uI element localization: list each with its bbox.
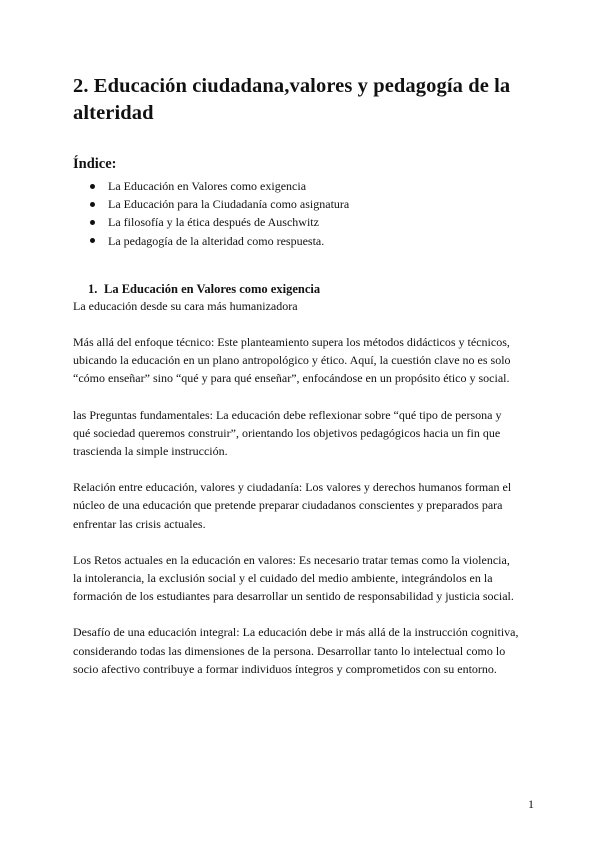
paragraph: las Preguntas fundamentales: La educación debe reflexionar sobre “qué tipo de persona y qué sociedad queremos construir”, orientando los objetivos pedagógicos hacia un fin que trascienda la simple instrucción. xyxy=(73,407,502,459)
index-item: La filosofía y la ética después de Auschwitz xyxy=(88,213,349,231)
section-heading xyxy=(88,280,320,298)
section-heading-text: La Educación en Valores como exigencia xyxy=(104,282,321,296)
index-list xyxy=(88,177,349,250)
page-number: 1 xyxy=(528,797,534,811)
index-item: La Educación en Valores como exigencia xyxy=(88,177,349,195)
index-heading: Índice: xyxy=(73,156,117,172)
index-item: La Educación para la Ciudadanía como asignatura xyxy=(88,195,349,213)
section-body xyxy=(73,333,521,696)
paragraph: Relación entre educación, valores y ciudadanía: Los valores y derechos humanos forman el núcleo de una educación que pretende preparar ciudadanos conscientes y preparados para enfrentar las crisis actuales. xyxy=(73,480,512,531)
section-subtitle: La educación desde su cara más humanizadora xyxy=(73,299,298,313)
index-item: La pedagogía de la alteridad como respuesta. xyxy=(88,232,349,250)
section-number: 1. xyxy=(88,282,98,296)
paragraph: Más allá del enfoque técnico: Este planteamiento supera los métodos didácticos y técnicos, ubicando la educación en un plano antropológico y ético. Aquí, la cuestión clave no es solo “cómo enseñar” sino “qué y para qué enseñar”, enfocándose en un propósito ético y social. xyxy=(73,335,511,386)
paragraph: Los Retos actuales en la educación en valores: Es necesario tratar temas como la violencia, la intolerancia, la exclusión social y el cuidado del medio ambiente, integrándolos en la formación de los estudiantes para desarrollar un sentido de responsabilidad y justicia social. xyxy=(73,552,514,604)
document-title: 2. Educación ciudadana,valores y pedagogía de la alteridad xyxy=(73,75,511,124)
paragraph: Desafío de una educación integral: La educación debe ir más allá de la instrucción cognitiva, considerando todas las dimensiones de la persona. Desarrollar tanto lo intelectual como lo socio afectivo contribuye a formar individuos íntegros y comprometidos con su entorno. xyxy=(73,625,519,676)
